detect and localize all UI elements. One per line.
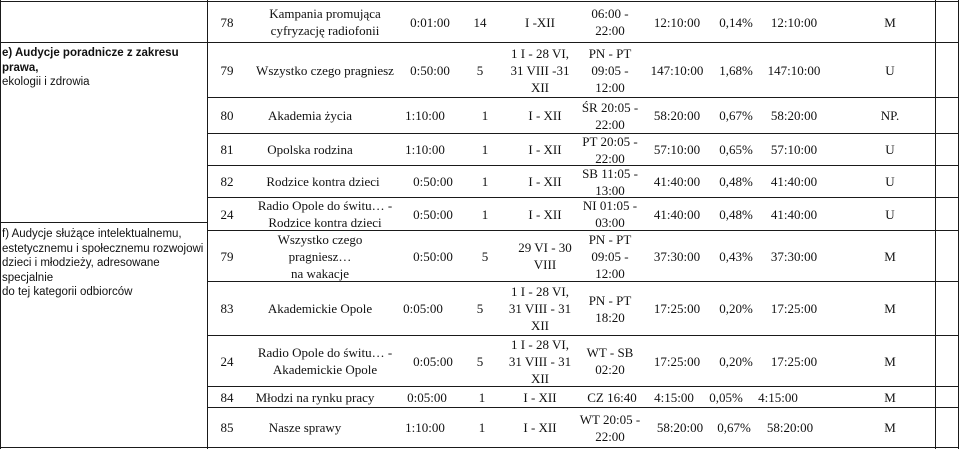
row-period-line: XII xyxy=(530,370,550,386)
row-title-line: Radio Opole do świtu… - xyxy=(257,345,393,360)
row-type: U xyxy=(885,206,895,222)
row-no: 82 xyxy=(220,174,234,189)
row-days xyxy=(578,336,642,386)
row-days-line: 12:00 xyxy=(595,79,625,95)
row-duration: 1:10:00 xyxy=(405,142,445,157)
row-no: 84 xyxy=(220,389,234,405)
section-e-line: ekologii i zdrowia xyxy=(2,76,90,88)
row-total: 17:25:00 xyxy=(653,301,701,316)
row-period-line: XII xyxy=(530,79,550,95)
row-total: 4:15:00 xyxy=(654,389,694,405)
row-no: 79 xyxy=(220,248,234,264)
row-duration: 0:50:00 xyxy=(410,62,450,78)
row-no: 24 xyxy=(220,206,234,222)
row-duration: 0:50:00 xyxy=(413,174,453,189)
row-count: 5 xyxy=(476,62,484,78)
row-total2: 57:10:00 xyxy=(770,142,818,157)
row-period-line: 1 I - 28 VI, xyxy=(511,284,569,299)
row-type: M xyxy=(884,420,896,435)
row-total2: 41:40:00 xyxy=(770,206,818,222)
row-percent: 0,67% xyxy=(717,420,751,435)
row-type: M xyxy=(884,248,896,264)
row-total2: 147:10:00 xyxy=(767,62,821,78)
row-period: I - XII xyxy=(523,389,557,405)
row-percent: 0,14% xyxy=(719,14,753,30)
section-f-line: f) Audycje służące intelektualnemu, xyxy=(2,228,182,240)
row-no: 79 xyxy=(220,62,234,78)
row-period: I -XII xyxy=(525,14,555,30)
row-days-line: 13:00 xyxy=(595,182,625,198)
row-period-line: 31 VIII - 31 xyxy=(508,353,572,369)
row-period: I - XII xyxy=(528,108,562,123)
row-total2: 58:20:00 xyxy=(766,420,814,435)
row-count: 1 xyxy=(481,174,489,189)
row-count: 5 xyxy=(481,248,489,264)
row-title-line: Radio Opole do świtu… - xyxy=(257,198,393,213)
row-total2: 4:15:00 xyxy=(758,389,798,405)
row-period-line: 29 VI - 30 xyxy=(518,240,572,255)
row-total: 41:40:00 xyxy=(653,174,701,189)
row-no: 24 xyxy=(220,353,234,369)
row-type: U xyxy=(885,62,895,78)
row-total2: 17:25:00 xyxy=(770,301,818,316)
row-title-line: Wszystko czego pragniesz… xyxy=(277,231,363,264)
row-days-line: PN - PT xyxy=(588,292,632,308)
row-period: I - XII xyxy=(523,420,557,435)
row-title xyxy=(250,2,400,42)
row-period: I - XII xyxy=(528,206,562,222)
row-period-line: 1 I - 28 VI, xyxy=(511,45,569,61)
row-total2: 12:10:00 xyxy=(770,14,818,30)
row-title: Nasze sprawy xyxy=(268,420,342,435)
row-days-line: 22:00 xyxy=(595,116,625,132)
row-count: 1 xyxy=(481,206,489,222)
row-total: 37:30:00 xyxy=(653,248,701,264)
row-count: 1 xyxy=(478,420,486,435)
row-title: Młodzi na rynku pracy xyxy=(255,389,375,405)
row-title: Akademickie Opole xyxy=(267,301,373,316)
row-total: 12:10:00 xyxy=(653,14,701,30)
row-total: 57:10:00 xyxy=(653,142,701,157)
row-days-line: PN - PT xyxy=(588,45,632,61)
row-title: Rodzice kontra dzieci xyxy=(266,174,380,189)
row-percent: 0,65% xyxy=(719,142,753,157)
row-type: M xyxy=(884,14,896,30)
row-total2: 58:20:00 xyxy=(770,108,818,123)
row-total: 17:25:00 xyxy=(653,353,701,369)
row-period xyxy=(500,43,580,97)
row-title-line: na wakacje xyxy=(290,265,350,281)
row-duration: 0:05:00 xyxy=(403,301,443,316)
row-type: NP. xyxy=(880,108,900,123)
section-f-line: do tej kategorii odbiorców xyxy=(2,286,133,298)
section-e-line: e) Audycje poradnicze z zakresu prawa, xyxy=(2,47,179,74)
row-period xyxy=(500,282,580,335)
row-title: Akademia życia xyxy=(267,108,353,123)
row-title-line: Kampania promująca xyxy=(269,6,381,21)
row-title-line: cyfryzację radiofonii xyxy=(270,23,380,38)
row-days xyxy=(578,282,642,335)
row-no: 80 xyxy=(220,108,234,123)
row-title-line: Rodzice kontra dzieci xyxy=(268,215,382,230)
row-title xyxy=(250,198,400,230)
row-total: 58:20:00 xyxy=(653,108,701,123)
row-type: M xyxy=(884,389,896,405)
row-duration: 1:10:00 xyxy=(405,108,445,123)
row-period xyxy=(505,231,585,281)
row-days xyxy=(578,198,642,230)
row-days-line: 22:00 xyxy=(595,150,625,166)
row-percent: 0,05% xyxy=(709,389,743,405)
row-days-line: WT 20:05 - xyxy=(579,411,641,427)
row-title-line: Akademickie Opole xyxy=(272,362,378,377)
row-percent: 0,48% xyxy=(719,206,753,222)
row-type: U xyxy=(885,142,895,157)
row-percent: 0,48% xyxy=(719,174,753,189)
row-duration: 0:50:00 xyxy=(413,206,453,222)
row-percent: 0,20% xyxy=(719,353,753,369)
row-days: CZ 16:40 xyxy=(587,389,637,405)
row-days xyxy=(578,2,642,42)
row-days xyxy=(578,134,642,165)
row-period: I - XII xyxy=(528,142,562,157)
row-duration: 0:05:00 xyxy=(407,389,447,405)
row-days xyxy=(578,166,642,197)
row-percent: 0,67% xyxy=(719,108,753,123)
row-days xyxy=(578,231,642,281)
row-type: U xyxy=(885,174,895,189)
row-days-line: WT - SB xyxy=(586,345,634,360)
row-days-line: 09:05 - xyxy=(591,248,629,264)
row-total2: 41:40:00 xyxy=(770,174,818,189)
section-f-line: estetycznemu i społecznemu rozwojowi xyxy=(2,242,204,255)
row-period-line: 31 VIII -31 xyxy=(510,62,570,78)
row-days xyxy=(578,98,642,133)
row-type: M xyxy=(884,353,896,369)
row-title: Opolska rodzina xyxy=(267,142,353,157)
row-total2: 17:25:00 xyxy=(770,353,818,369)
row-days-line: 09:05 - xyxy=(591,62,629,78)
row-count: 1 xyxy=(481,108,489,123)
row-days xyxy=(578,43,642,97)
row-period-line: 1 I - 28 VI, xyxy=(511,336,569,352)
row-count: 1 xyxy=(481,142,489,157)
row-total: 147:10:00 xyxy=(650,62,704,78)
row-title: Wszystko czego pragniesz xyxy=(256,62,394,78)
row-period xyxy=(500,336,580,386)
row-no: 85 xyxy=(220,420,234,435)
row-days-line: ŚR 20:05 - xyxy=(581,99,639,115)
row-days-line: 03:00 xyxy=(595,215,625,230)
row-count: 5 xyxy=(476,301,484,316)
row-total2: 37:30:00 xyxy=(770,248,818,264)
row-type: M xyxy=(884,301,896,316)
row-period: I - XII xyxy=(528,174,562,189)
row-days-line: NI 01:05 - xyxy=(582,198,638,213)
row-days xyxy=(576,408,644,447)
section-label-e xyxy=(2,46,207,90)
row-percent: 0,20% xyxy=(719,301,753,316)
row-period-line: 31 VIII - 31 xyxy=(508,301,572,316)
section-label-f xyxy=(2,227,207,300)
row-days-line: SB 11:05 - xyxy=(582,165,638,181)
row-percent: 0,43% xyxy=(719,248,753,264)
row-percent: 1,68% xyxy=(719,62,753,78)
row-days-line: 22:00 xyxy=(595,23,625,38)
row-period-line: VIII xyxy=(533,257,557,272)
row-no: 78 xyxy=(220,14,234,30)
row-duration: 1:10:00 xyxy=(405,420,445,435)
row-days-line: 02:20 xyxy=(595,362,625,377)
row-duration: 0:01:00 xyxy=(410,14,450,30)
row-days-line: 12:00 xyxy=(595,265,625,281)
row-count: 1 xyxy=(478,389,486,405)
row-days-line: 06:00 - xyxy=(591,6,629,21)
row-title xyxy=(245,231,395,281)
row-days-line: PN - PT xyxy=(588,231,632,247)
section-f-line: dzieci i młodzieży, adresowane specjalnie xyxy=(2,257,160,284)
row-days-line: 18:20 xyxy=(595,309,625,325)
row-duration: 0:05:00 xyxy=(413,353,453,369)
row-days-line: 22:00 xyxy=(595,428,625,444)
row-duration: 0:50:00 xyxy=(413,248,453,264)
row-no: 81 xyxy=(220,142,234,157)
row-count: 14 xyxy=(473,14,487,30)
row-days-line: PT 20:05 - xyxy=(582,133,638,149)
row-title xyxy=(250,336,400,386)
row-period-line: XII xyxy=(530,318,550,333)
row-total: 58:20:00 xyxy=(656,420,704,435)
row-count: 5 xyxy=(476,353,484,369)
row-no: 83 xyxy=(220,301,234,316)
row-total: 41:40:00 xyxy=(653,206,701,222)
